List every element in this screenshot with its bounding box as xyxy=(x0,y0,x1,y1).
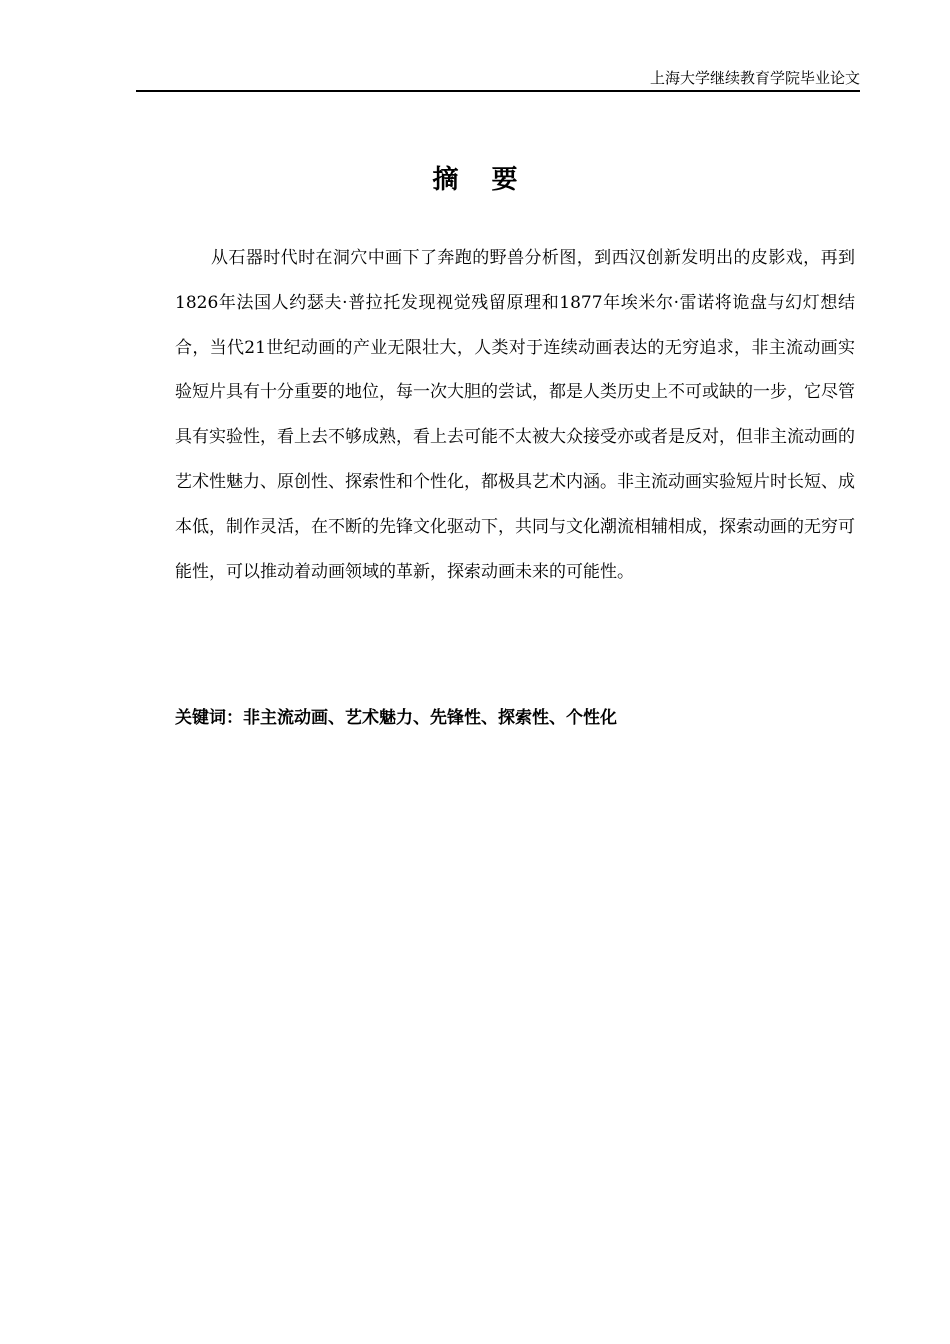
keywords-line: 关键词：非主流动画、艺术魅力、先锋性、探索性、个性化 xyxy=(175,708,617,728)
abstract-paragraph: 从石器时代时在洞穴中画下了奔跑的野兽分析图，到西汉创新发明出的皮影戏，再到1826年法国人约瑟夫·普拉托发现视觉残留原理和1877年埃米尔·雷诺将诡盘与幻灯想结合，当代21世纪动画的产业无限壮大，人类对于连续动画表达的无穷追求，非主流动画实验短片具有十分重要的地位，每一次大胆的尝试，都是人类历史上不可或缺的一步，它尽管具有实验性，看上去不够成熟，看上去可能不太被大众接受亦或者是反对，但非主流动画的艺术性魅力、原创性、探索性和个性化，都极具艺术内涵。非主流动画实验短片时长短、成本低，制作灵活，在不断的先锋文化驱动下，共同与文化潮流相辅相成，探索动画的无穷可能性，可以推动着动画领域的革新，探索动画未来的可能性。 xyxy=(175,248,855,582)
abstract-title: 摘 要 xyxy=(432,165,530,195)
running-header-title: 上海大学继续教育学院毕业论文 xyxy=(649,69,860,87)
running-header xyxy=(136,64,860,92)
